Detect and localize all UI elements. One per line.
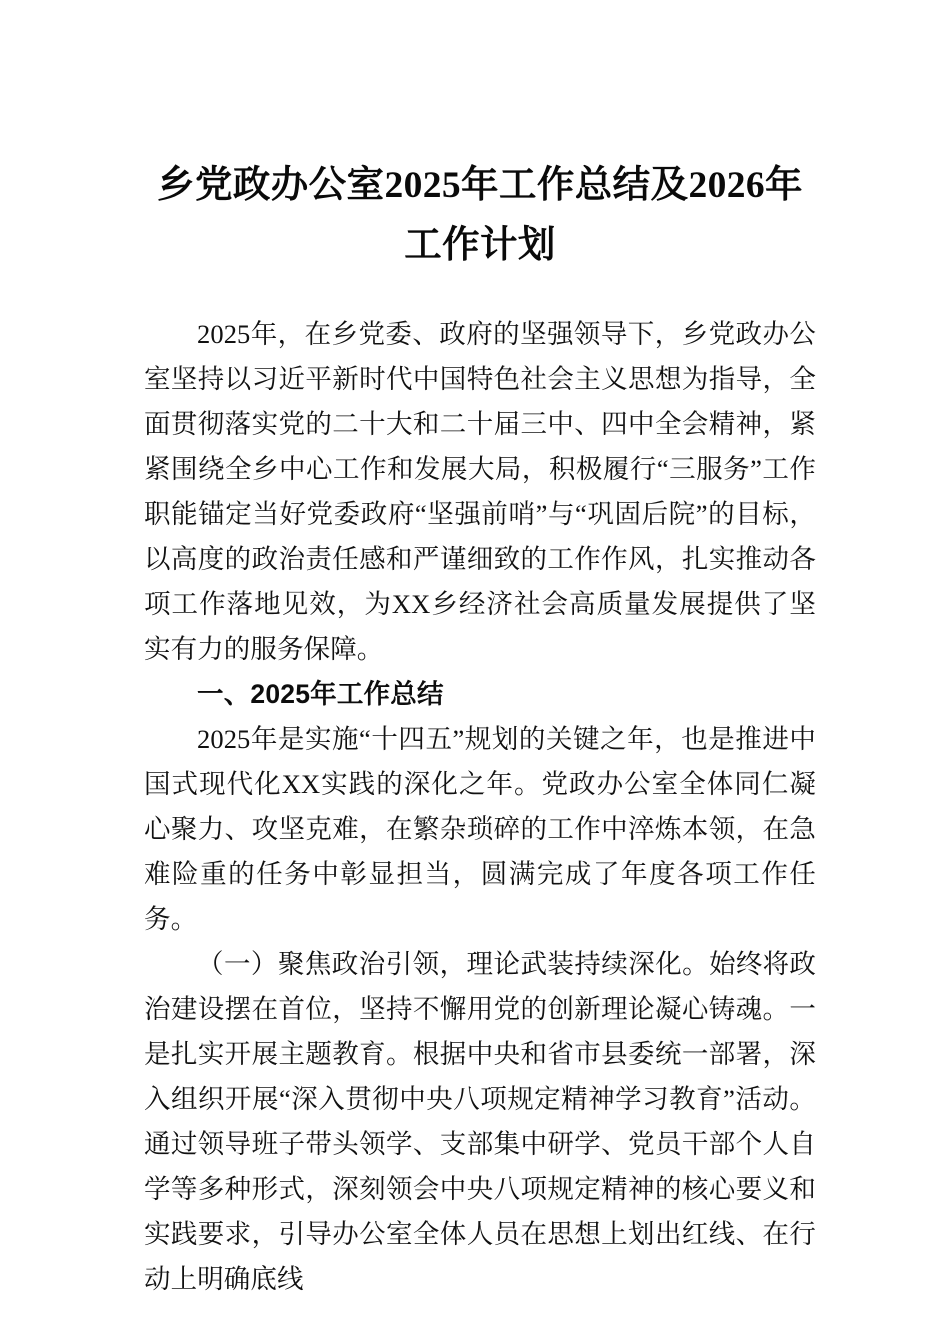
subsection-1-lead: （一）聚焦政治引领，理论武装持续深化。 [197,949,710,979]
page-title: 乡党政办公室2025年工作总结及2026年工作计划 [157,165,803,266]
section-1-intro-paragraph: 2025年是实施“十四五”规划的关键之年，也是推进中国式现代化XX实践的深化之年。党政办公室全体同仁凝心聚力、攻坚克难，在繁杂琐碎的工作中淬炼本领，在急难险重的任务中彰显担当，圆满完成了年度各项工作任务。 [144,724,816,934]
opening-paragraph: 2025年，在乡党委、政府的坚强领导下，乡党政办公室坚持以习近平新时代中国特色社会主义思想为指导，全面贯彻落实党的二十大和二十届三中、四中全会精神，紧紧围绕全乡中心工作和发展大局，积极履行“三服务”工作职能锚定当好党委政府“坚强前哨”与“巩固后院”的目标，以高度的政治责任感和严谨细致的工作作风，扎实推动各项工作落地见效，为XX乡经济社会高质量发展提供了坚实有力的服务保障。 [144,319,816,664]
section-heading-1: 一、2025年工作总结 [197,679,444,709]
subsection-1-body: 始终将政治建设摆在首位，坚持不懈用党的创新理论凝心铸魂。一是扎实开展主题教育。根据中央和省市县委统一部署，深入组织开展“深入贯彻中央八项规定精神学习教育”活动。通过领导班子带头领学、支部集中研学、党员干部个人自学等多种形式，深刻领会中央八项规定精神的核心要义和实践要求，引导办公室全体人员在思想上划出红线、在行动上明确底线 [144,949,817,1294]
subsection-1-paragraph [144,942,816,1302]
document-content [144,0,816,1302]
document-body [144,312,816,1302]
